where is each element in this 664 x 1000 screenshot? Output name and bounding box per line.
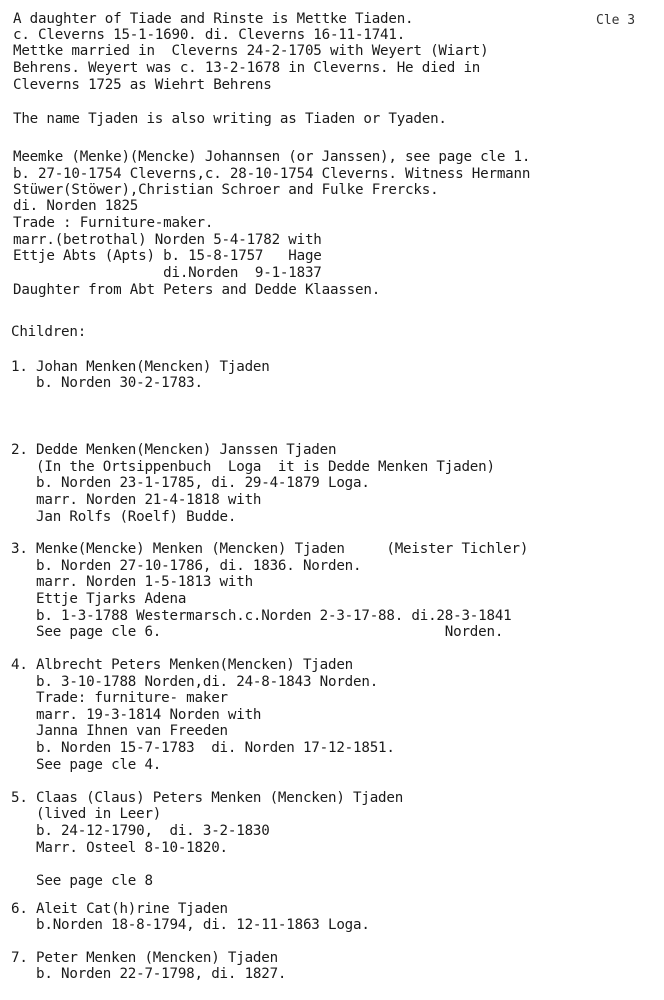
child-line: 1. Johan Menken(Mencken) Tjaden <box>11 359 270 375</box>
child-line: 2. Dedde Menken(Mencken) Janssen Tjaden <box>11 442 337 458</box>
child-line: 7. Peter Menken (Mencken) Tjaden <box>11 950 278 966</box>
child-line: b. 24-12-1790, di. 3-2-1830 <box>11 823 270 839</box>
child-line: (In the Ortsippenbuch Loga it is Dedde Menken Tjaden) <box>11 459 495 475</box>
child-line: b. Norden 23-1-1785, di. 29-4-1879 Loga. <box>11 475 370 491</box>
child-line: Jan Rolfs (Roelf) Budde. <box>11 509 237 525</box>
children-heading: Children: <box>11 324 87 340</box>
child-line: b. 1-3-1788 Westermarsch.c.Norden 2-3-17-88. di.28-3-1841 <box>11 608 512 624</box>
child-line: marr. 19-3-1814 Norden with <box>11 707 262 723</box>
person-line: Stüwer(Stöwer),Christian Schroer and Fulke Frercks. <box>13 182 439 198</box>
intro-line: Cleverns 1725 as Wiehrt Behrens <box>13 77 272 93</box>
child-line: marr. Norden 1-5-1813 with <box>11 574 253 590</box>
child-line: b. 3-10-1788 Norden,di. 24-8-1843 Norden. <box>11 674 379 690</box>
intro-line: c. Cleverns 15-1-1690. di. Cleverns 16-11-1741. <box>13 27 406 43</box>
child-line: b.Norden 18-8-1794, di. 12-11-1863 Loga. <box>11 917 370 933</box>
child-line: 3. Menke(Mencke) Menken (Mencken) Tjaden (Meister Tichler) <box>11 541 529 557</box>
child-line: b. Norden 22-7-1798, di. 1827. <box>11 966 287 982</box>
person-line: b. 27-10-1754 Cleverns,c. 28-10-1754 Cleverns. Witness Hermann <box>13 166 531 182</box>
name-variant-note: The name Tjaden is also writing as Tiaden or Tyaden. <box>13 111 447 127</box>
child-line: See page cle 8 <box>11 873 153 889</box>
person-line: di.Norden 9-1-1837 <box>13 265 322 281</box>
child-line: Marr. Osteel 8-10-1820. <box>11 840 228 856</box>
child-line: marr. Norden 21-4-1818 with <box>11 492 262 508</box>
person-line: marr.(betrothal) Norden 5-4-1782 with <box>13 232 322 248</box>
intro-line: A daughter of Tiade and Rinste is Mettke Tiaden. <box>13 11 414 27</box>
child-line: 4. Albrecht Peters Menken(Mencken) Tjaden <box>11 657 354 673</box>
child-line: b. Norden 15-7-1783 di. Norden 17-12-1851. <box>11 740 395 756</box>
child-line: See page cle 4. <box>11 757 162 773</box>
person-line: Trade : Furniture-maker. <box>13 215 214 231</box>
child-line: 5. Claas (Claus) Peters Menken (Mencken) Tjaden <box>11 790 404 806</box>
child-line: b. Norden 30-2-1783. <box>11 375 203 391</box>
child-line: (lived in Leer) <box>11 806 162 822</box>
child-line: See page cle 6. Norden. <box>11 624 504 640</box>
person-line: di. Norden 1825 <box>13 198 139 214</box>
child-line: Ettje Tjarks Adena <box>11 591 187 607</box>
person-line: Daughter from Abt Peters and Dedde Klaassen. <box>13 282 381 298</box>
intro-line: Behrens. Weyert was c. 13-2-1678 in Cleverns. He died in <box>13 60 481 76</box>
child-line: Janna Ihnen van Freeden <box>11 723 228 739</box>
child-line: 6. Aleit Cat(h)rine Tjaden <box>11 901 228 917</box>
intro-line: Mettke married in Cleverns 24-2-1705 with Weyert (Wiart) <box>13 43 489 59</box>
page-reference: Cle 3 <box>596 13 636 28</box>
child-line: Trade: furniture- maker <box>11 690 228 706</box>
person-line: Ettje Abts (Apts) b. 15-8-1757 Hage <box>13 248 322 264</box>
child-line: b. Norden 27-10-1786, di. 1836. Norden. <box>11 558 362 574</box>
person-line: Meemke (Menke)(Mencke) Johannsen (or Janssen), see page cle 1. <box>13 149 531 165</box>
